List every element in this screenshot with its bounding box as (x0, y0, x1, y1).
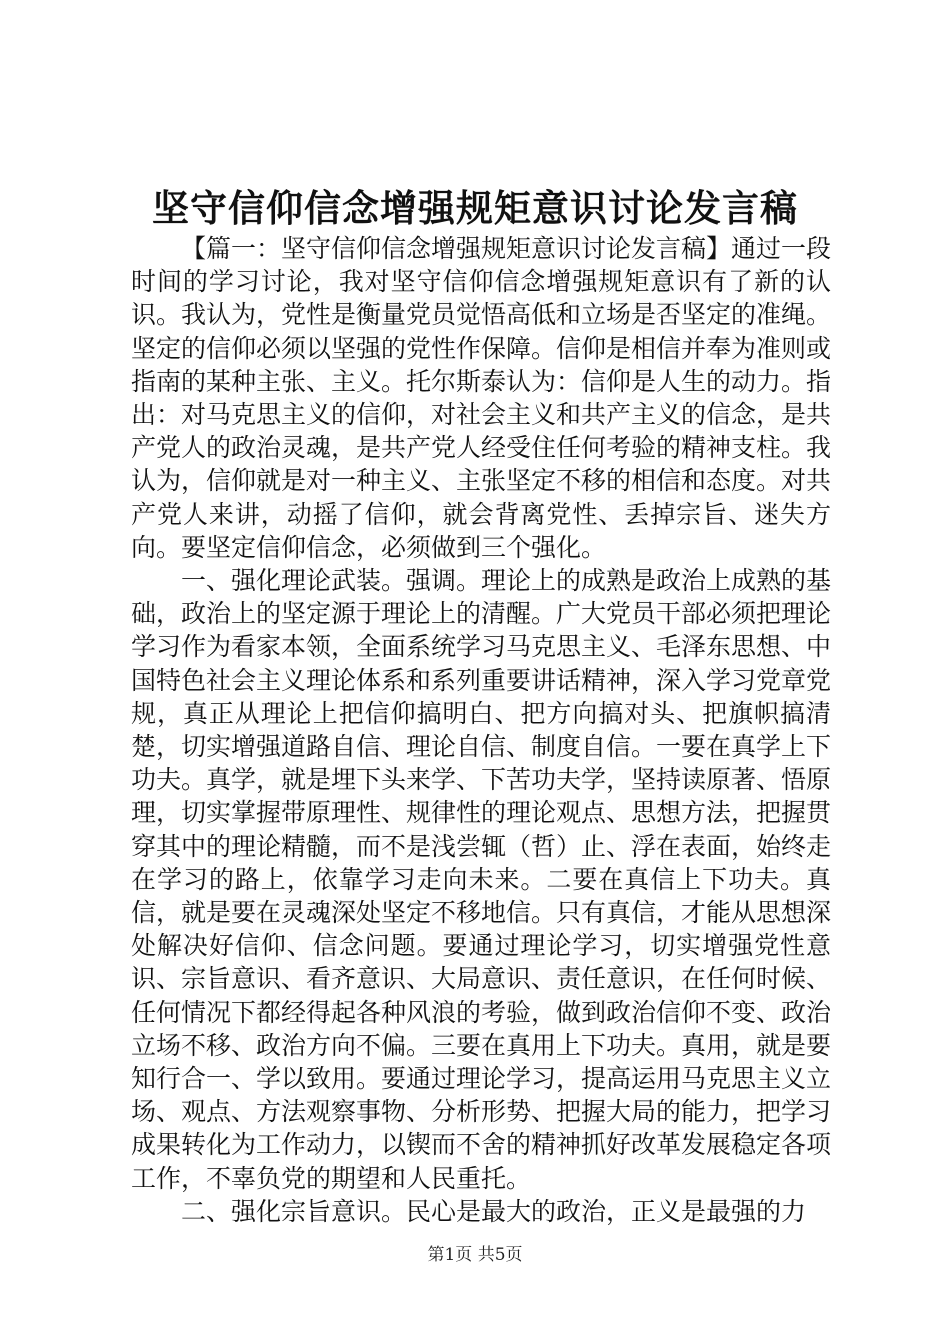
paragraph-section-one: 一、强化理论武装。强调。理论上的成熟是政治上成熟的基础，政治上的坚定源于理论上的清醒。广大党员干部必须把理论学习作为看家本领，全面系统学习马克思主义、毛泽东思想、中国特色社会主义理论体系和系列重要讲话精神，深入学习党章党规，真正从理论上把信仰搞明白、把方向搞对头、把旗帜搞清楚，切实增强道路自信、理论自信、制度自信。一要在真学上下功夫。真学，就是埋下头来学、下苦功夫学，坚持读原著、悟原理，切实掌握带原理性、规律性的理论观点、思想方法，把握贯穿其中的理论精髓，而不是浅尝辄（哲）止、浮在表面，始终走在学习的路上，依靠学习走向未来。二要在真信上下功夫。真信，就是要在灵魂深处坚定不移地信。只有真信，才能从思想深处解决好信仰、信念问题。要通过理论学习，切实增强党性意识、宗旨意识、看齐意识、大局意识、责任意识，在任何时候、任何情况下都经得起各种风浪的考验，做到政治信仰不变、政治立场不移、政治方向不偏。三要在真用上下功夫。真用，就是要知行合一、学以致用。要通过理论学习，提高运用马克思主义立场、观点、方法观察事物、分析形势、把握大局的能力，把学习成果转化为工作动力，以锲而不舍的精神抓好改革发展稳定各项工作，不辜负党的期望和人民重托。 (131, 566, 832, 1193)
document-title: 坚守信仰信念增强规矩意识讨论发言稿 (152, 186, 798, 230)
paragraph-section-two: 二、强化宗旨意识。民心是最大的政治，正义是最强的力 (181, 1196, 807, 1226)
page-footer: 第1页 共5页 (427, 1245, 523, 1265)
paragraph-intro: 【篇一：坚守信仰信念增强规矩意识讨论发言稿】通过一段时间的学习讨论，我对坚守信仰信念增强规矩意识有了新的认识。我认为，党性是衡量党员觉悟高低和立场是否坚定的准绳。坚定的信仰必须以坚强的党性作保障。信仰是相信并奉为准则或指南的某种主张、主义。托尔斯泰认为：信仰是人生的动力。指出：对马克思主义的信仰，对社会主义和共产主义的信念，是共产党人的政治灵魂，是共产党人经受住任何考验的精神支柱。我认为，信仰就是对一种主义、主张坚定不移的相信和态度。对共产党人来讲，动摇了信仰，就会背离党性、丢掉宗旨、迷失方向。要坚定信仰信念，必须做到三个强化。 (131, 234, 832, 562)
document-body (131, 232, 831, 1228)
